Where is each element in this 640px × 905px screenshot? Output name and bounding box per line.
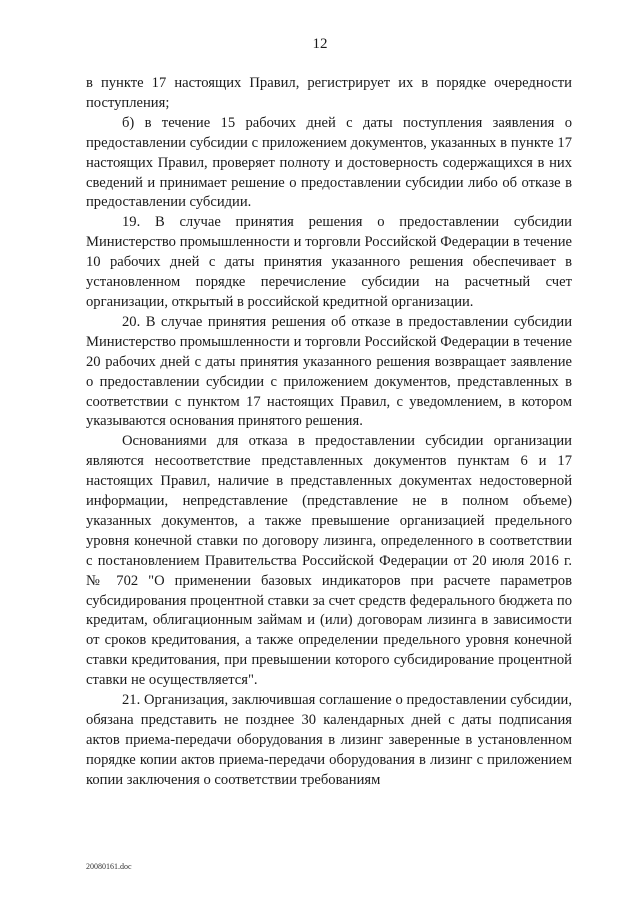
footer-filename: 20080161.doc (86, 862, 132, 871)
paragraph-subitem-b: б) в течение 15 рабочих дней с даты поступления заявления о предоставлении субсидии с приложением документов, указанных в пункте 17 настоящих Правил, проверяет полноту и достоверность содержащихся в них сведений и принимает решение о предоставлении субсидии либо об отказе в предоставлении субсидии. (86, 114, 572, 211)
paragraph-20: 20. В случае принятия решения об отказе в предоставлении субсидии Министерство промышленности и торговли Российской Федерации в течение 20 рабочих дней с даты принятия указанного решения возвращает заявление о предоставлении субсидии с приложением документов, представленных в соответствии с пунктом 17 настоящих Правил, с уведомлением, в котором указываются основания принятого решения. (86, 313, 572, 430)
paragraph-refusal-grounds: Основаниями для отказа в предоставлении субсидии организации являются несоответствие представленных документов пунктам 6 и 17 настоящих Правил, наличие в представленных документах недостоверной информации, непредставление (представление не в полном объеме) указанных документов, а также превышение организацией предельного уровня конечной ставки по договору лизинга, определенного в соответствии с постановлением Правительства Российской Федерации от 20 июля 2016 г. № 702 "О применении базовых индикаторов при расчете параметров субсидирования процентной ставки за счет средств федерального бюджета по кредитам, облигационным займам и (или) договорам лизинга в зависимости от сроков кредитования, а также определении предельного уровня конечной ставки кредитования, при превышении которого субсидирование процентной ставки не осуществляется". (86, 433, 572, 689)
page-number: 12 (312, 36, 328, 52)
paragraph-19: 19. В случае принятия решения о предоставлении субсидии Министерство промышленности и торговли Российской Федерации в течение 10 рабочих дней с даты принятия указанного решения обеспечивает в установленном порядке перечисление субсидии на расчетный счет организации, открытый в российской кредитной организации. (86, 214, 572, 310)
document-body (86, 74, 572, 791)
paragraph-21: 21. Организация, заключившая соглашение о предоставлении субсидии, обязана представить не позднее 30 календарных дней с даты подписания актов приема-передачи оборудования в лизинг заверенные в установленном порядке копии актов приема-передачи оборудования в лизинг с приложением копии заключения о соответствии требованиям (86, 692, 572, 788)
paragraph-continuation: в пункте 17 настоящих Правил, регистрирует их в порядке очередности поступления; (86, 75, 572, 111)
